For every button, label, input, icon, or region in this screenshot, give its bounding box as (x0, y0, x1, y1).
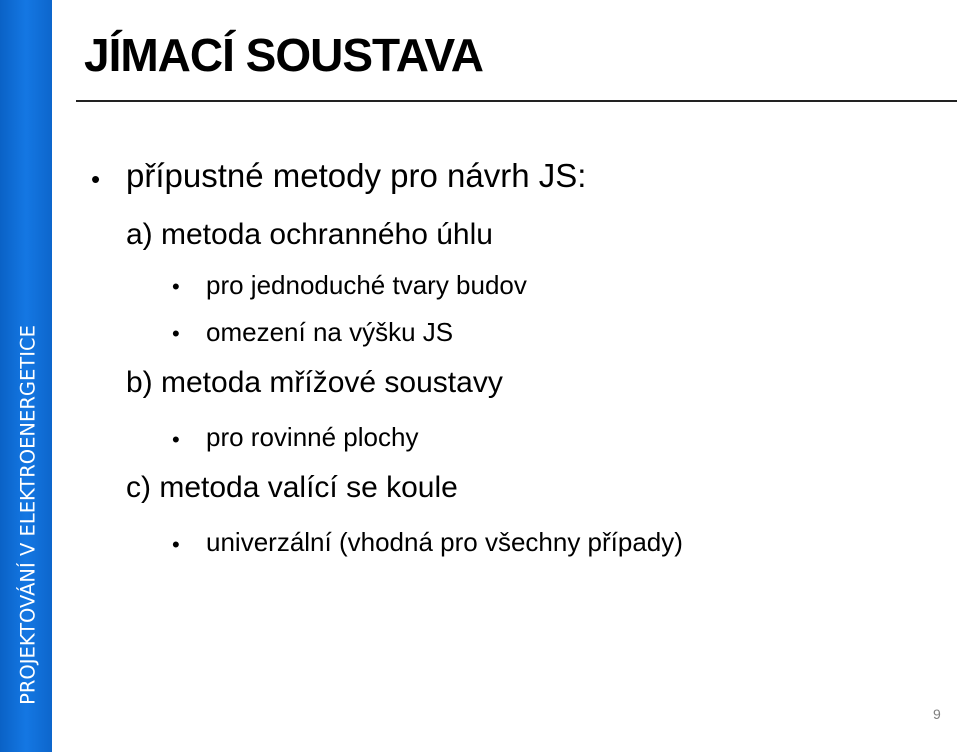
slide-title: JÍMACÍ SOUSTAVA (84, 29, 484, 81)
bullet-dot: • (172, 321, 180, 346)
bullet-dot: • (172, 532, 180, 557)
bullet-dot: • (91, 164, 101, 194)
method-c-heading: c) metoda valící se koule (126, 471, 458, 504)
page-number: 9 (933, 706, 941, 722)
method-c-item: univerzální (vhodná pro všechny případy) (206, 527, 683, 557)
method-b-heading: b) metoda mřížové soustavy (126, 366, 503, 399)
method-a-heading: a) metoda ochranného úhlu (126, 218, 493, 251)
method-a-item: omezení na výšku JS (206, 317, 454, 347)
sidebar-band (0, 0, 52, 752)
method-b-item: pro rovinné plochy (206, 422, 419, 452)
bullet-dot: • (172, 274, 180, 299)
main-bullet-text: přípustné metody pro návrh JS: (126, 157, 587, 194)
bullet-dot: • (172, 427, 180, 452)
title-divider (76, 100, 957, 102)
sidebar-course-title: PROJEKTOVÁNÍ V ELEKTROENERGETICE (16, 325, 40, 705)
method-a-item: pro jednoduché tvary budov (206, 270, 527, 300)
